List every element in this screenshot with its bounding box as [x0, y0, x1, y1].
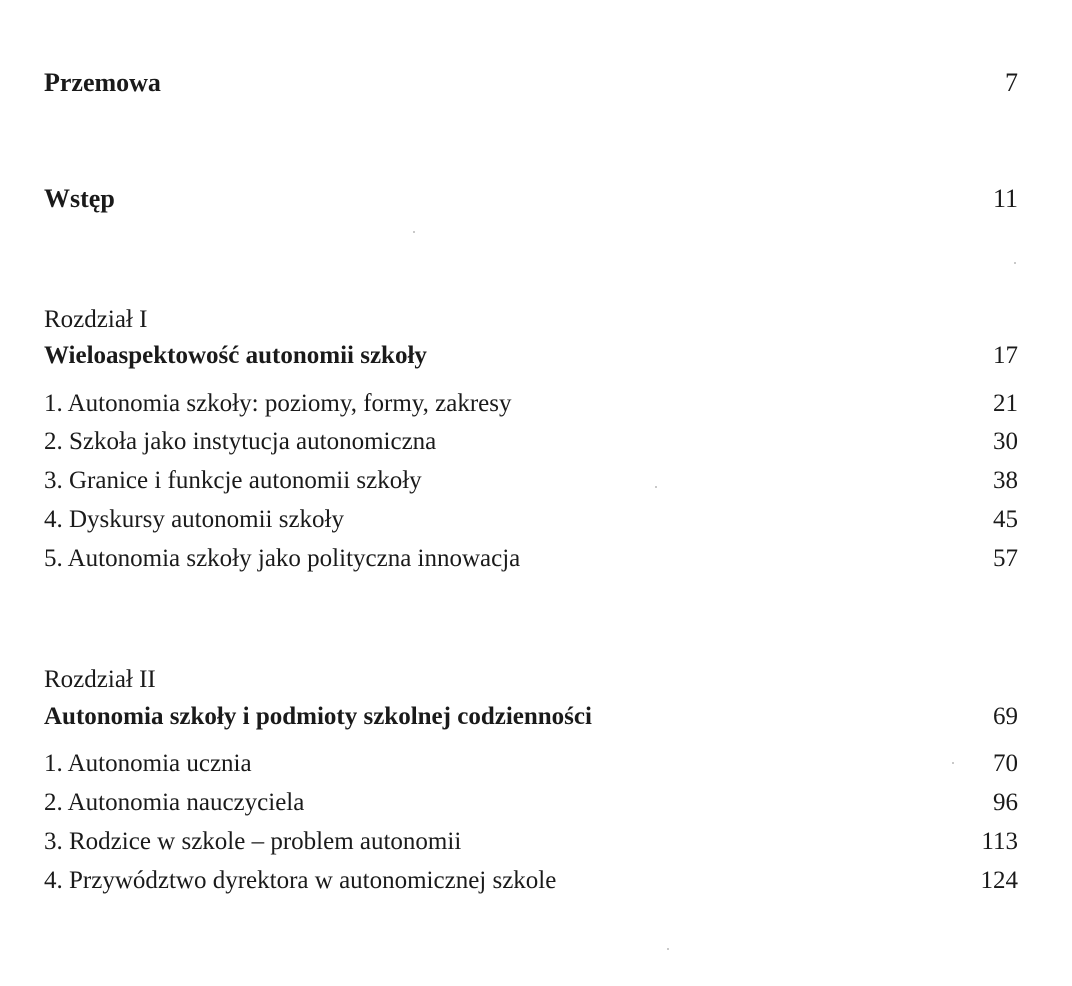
entry-title: Wstęp: [44, 184, 115, 213]
section-title: 2. Szkoła jako instytucja autonomiczna: [44, 428, 437, 455]
page-number: 113: [981, 828, 1018, 855]
section-entry: [44, 390, 1018, 418]
scan-speck: [952, 762, 954, 764]
section-entry: [44, 467, 1018, 495]
page-number: 17: [993, 342, 1018, 369]
scan-speck: [667, 948, 669, 950]
page-number: 69: [993, 703, 1018, 730]
page-number: 57: [993, 545, 1018, 572]
section-title: 4. Przywództwo dyrektora w autonomicznej szkole: [44, 867, 557, 894]
section-entry: [44, 506, 1018, 534]
section-title: 1. Autonomia szkoły: poziomy, formy, zakresy: [44, 390, 512, 417]
section-entry: [44, 789, 1018, 817]
entry-title: Przemowa: [44, 68, 161, 97]
section-title: 2. Autonomia nauczyciela: [44, 789, 305, 816]
section-title: 3. Rodzice w szkole – problem autonomii: [44, 828, 462, 855]
section-entry: [44, 867, 1018, 895]
page-number: 38: [993, 467, 1018, 494]
chapter-label: Rozdział I: [44, 306, 148, 333]
chapter-title-entry: [44, 703, 1018, 731]
page-number: 7: [1005, 68, 1018, 97]
toc-entry-introduction: [44, 184, 1018, 214]
section-title: 3. Granice i funkcje autonomii szkoły: [44, 467, 422, 494]
page-number: 70: [993, 750, 1018, 777]
page-number: 96: [993, 789, 1018, 816]
page-number: 11: [992, 184, 1018, 213]
section-entry: [44, 828, 1018, 856]
section-title: 4. Dyskursy autonomii szkoły: [44, 506, 344, 533]
scan-speck: [1014, 262, 1016, 264]
page-number: 124: [980, 867, 1018, 894]
chapter-title: Wieloaspektowość autonomii szkoły: [44, 342, 427, 369]
section-title: 5. Autonomia szkoły jako polityczna innowacja: [44, 545, 521, 572]
toc-entry-preface: [44, 68, 1018, 98]
chapter-title-entry: [44, 342, 1018, 370]
scan-speck: [413, 231, 415, 233]
page-number: 45: [993, 506, 1018, 533]
page-number: 21: [993, 390, 1018, 417]
page-number: 30: [993, 428, 1018, 455]
section-entry: [44, 428, 1018, 456]
chapter-title: Autonomia szkoły i podmioty szkolnej codzienności: [44, 703, 592, 730]
scan-speck: [655, 486, 657, 488]
section-title: 1. Autonomia ucznia: [44, 750, 252, 777]
section-entry: [44, 545, 1018, 573]
chapter-label: Rozdział II: [44, 666, 156, 693]
section-entry: [44, 750, 1018, 778]
